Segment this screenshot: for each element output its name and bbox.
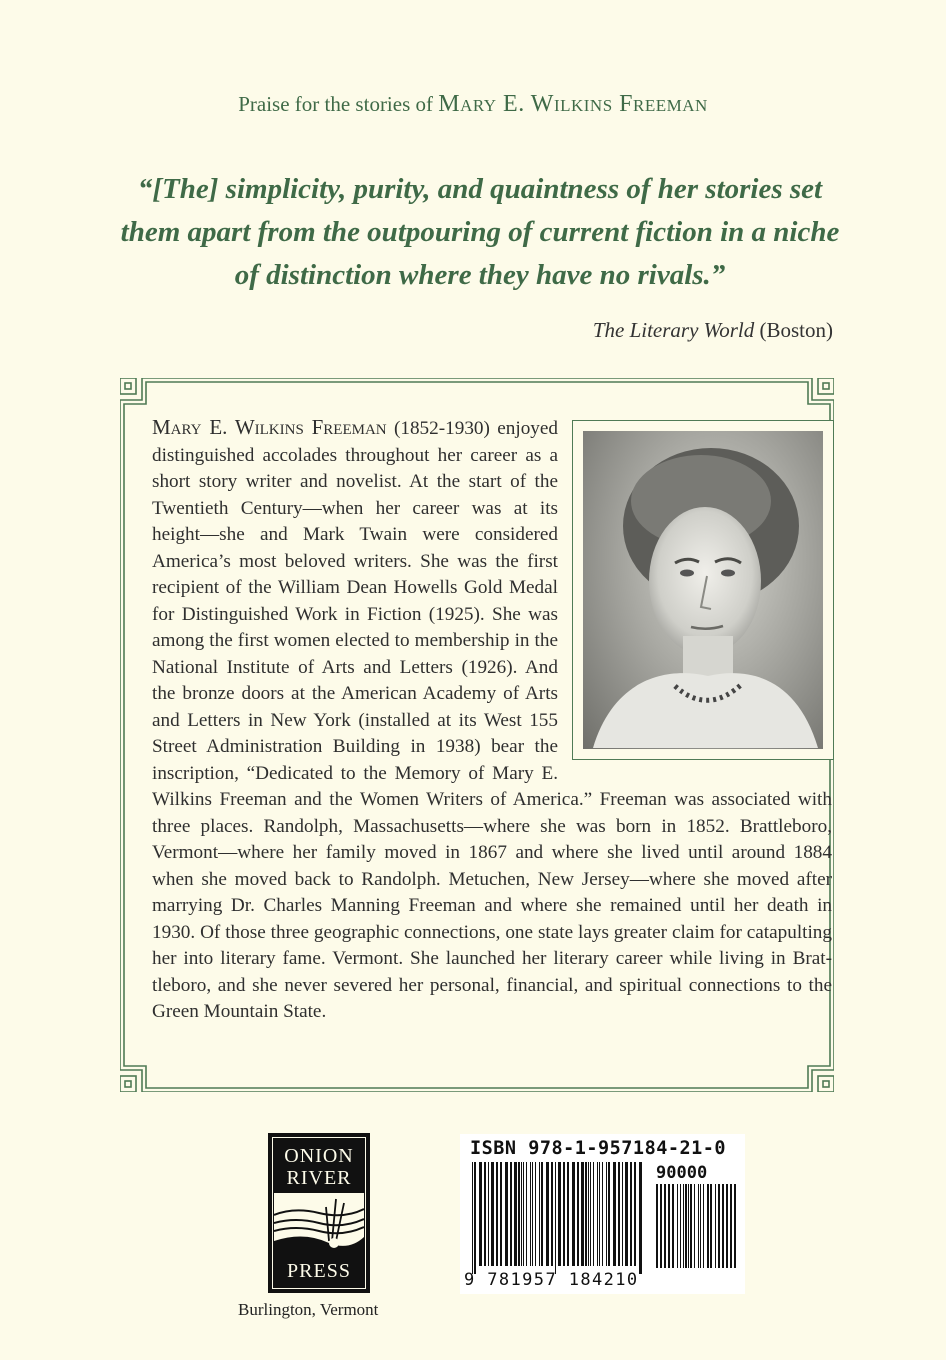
barcode-bar (602, 1162, 603, 1266)
barcode-bar (668, 1184, 670, 1268)
barcode-bar (535, 1162, 536, 1266)
barcode-bar (703, 1184, 704, 1268)
barcode-bar (484, 1162, 486, 1266)
barcode-bar (593, 1162, 594, 1266)
publisher-logo (268, 1133, 370, 1293)
barcode-bar (707, 1184, 709, 1268)
barcode-bar (722, 1184, 724, 1268)
barcode-bar (510, 1162, 512, 1266)
praise-author: Mary E. Wilkins Freeman (438, 91, 708, 117)
quote-source-title: The Literary World (592, 318, 755, 342)
barcode-bar (715, 1184, 716, 1268)
pull-quote: “[The] simplicity, purity, and quaintness of her stories set them apart from the outpouring of current fiction in a niche of distinction where they have no rivals.” (120, 173, 840, 291)
logo-word-onion: ONION (284, 1145, 354, 1167)
barcode-bar (551, 1162, 553, 1266)
biography (152, 414, 832, 1026)
bio-author-name: Mary E. Wilkins Freeman (152, 415, 387, 439)
barcode-bar (479, 1162, 482, 1266)
barcode-bar (680, 1184, 681, 1268)
barcode-bar (700, 1184, 701, 1268)
logo-word-river: RIVER (286, 1167, 352, 1189)
barcode-bar (585, 1162, 587, 1266)
barcode-bar (496, 1162, 498, 1266)
price-code: 90000 (656, 1163, 708, 1183)
quote-source (593, 318, 833, 343)
barcode-bar (622, 1162, 623, 1266)
barcode-bar (526, 1162, 527, 1266)
barcode-bar (530, 1162, 531, 1266)
barcode-bar (555, 1162, 556, 1274)
barcode-bar (618, 1162, 620, 1266)
barcode-bar (698, 1184, 699, 1268)
barcode-bar (558, 1162, 561, 1266)
barcode-bar (730, 1184, 732, 1268)
barcode-bar (726, 1184, 728, 1268)
barcode-bar (688, 1184, 689, 1268)
barcode-digits: 9 781957 184210 (464, 1270, 639, 1290)
author-portrait (572, 420, 834, 760)
quote-source-place: (Boston) (759, 318, 833, 342)
barcode-bar (491, 1162, 494, 1266)
barcode-bar (710, 1184, 712, 1268)
barcode-bar (694, 1184, 695, 1268)
barcode-bar (639, 1162, 642, 1274)
barcode-bar (523, 1162, 524, 1266)
barcode-bar (563, 1162, 565, 1266)
portrait-illustration (583, 431, 822, 748)
barcode-bar (577, 1162, 579, 1266)
barcode-bar (541, 1162, 543, 1266)
barcode-bar (683, 1184, 684, 1268)
barcode-bar (488, 1162, 489, 1266)
barcode-bar (518, 1162, 520, 1266)
bio-body: (1852-1930) enjoyed distinguished accolades throughout her career as a short story writer and novelist. At the start of the Twentieth Century—when her career was at its height—she and Mark Twain were considered America’s most beloved writers. She was the first recipient of the William Dean Howells Gold Medal for Distinguished Work in Fiction (1925). She was among the first women elected to membership in the National Institute of Arts and Letters (1926). And the bronze doors at the American Academy of Arts and Letters in New York (installed at its West 155 Street Administration Building in 1938) bear the inscription, “Dedicated to the Memory of Mary E. Wilkins Freeman and the Women Writers of America.” Freeman was associated with three places. Randolph, Massachusetts—where she was born in 1852. Brattleboro, Vermont—where her family moved in 1867 and where she lived until around 1884 when she moved back to Randolph. Metuchen, New Jersey—where she moved after marrying Dr. Charles Manning Freeman and where she remained until her death in 1930. Of those three geographic connections, one state lays greater claim for catapulting her into literary fame. Vermont. She launched her literary career while living in Brattleboro, and she never severed her personal, financial, and spiritual connections to the Green Mountain State. (152, 418, 832, 1022)
barcode-bar (532, 1162, 533, 1266)
barcode-bar (630, 1162, 632, 1266)
barcode-bar (500, 1162, 502, 1266)
barcode-bar (567, 1162, 569, 1266)
barcode-bar (514, 1162, 517, 1266)
barcode-bar (625, 1162, 628, 1266)
barcode-bar (660, 1184, 662, 1268)
barcode-bar (734, 1184, 736, 1268)
river-landscape-icon (274, 1193, 364, 1257)
barcode-bar (718, 1184, 720, 1268)
barcode-bar (606, 1162, 607, 1266)
barcode-bar (546, 1162, 549, 1266)
barcode-bar (505, 1162, 508, 1266)
barcode-bar (572, 1162, 575, 1266)
barcode-bar (588, 1162, 589, 1266)
barcode-bar (608, 1162, 610, 1266)
logo-word-press: PRESS (287, 1260, 351, 1282)
barcode-bar (581, 1162, 584, 1266)
isbn-barcode (460, 1134, 745, 1294)
barcode-bar (597, 1162, 598, 1266)
isbn-number: ISBN 978-1-957184-21-0 (470, 1138, 727, 1159)
barcode-bar (539, 1162, 540, 1266)
barcode-bar (521, 1162, 522, 1266)
praise-lead: Praise for the stories of (238, 92, 434, 116)
barcode-bar (677, 1184, 678, 1268)
barcode-bar (590, 1162, 591, 1266)
barcode-bar (685, 1184, 687, 1268)
barcode-bar (656, 1184, 658, 1268)
barcode-bar (690, 1184, 692, 1268)
barcode-bar (664, 1184, 666, 1268)
portrait-photo (583, 431, 823, 749)
barcode-bar (472, 1162, 473, 1274)
barcode-bar (474, 1162, 476, 1274)
publisher-city: Burlington, Vermont (238, 1300, 379, 1319)
praise-heading (0, 91, 946, 118)
barcode-bar (613, 1162, 616, 1266)
barcode-bar (599, 1162, 600, 1266)
barcode-bar (634, 1162, 636, 1266)
barcode-bar (672, 1184, 674, 1268)
